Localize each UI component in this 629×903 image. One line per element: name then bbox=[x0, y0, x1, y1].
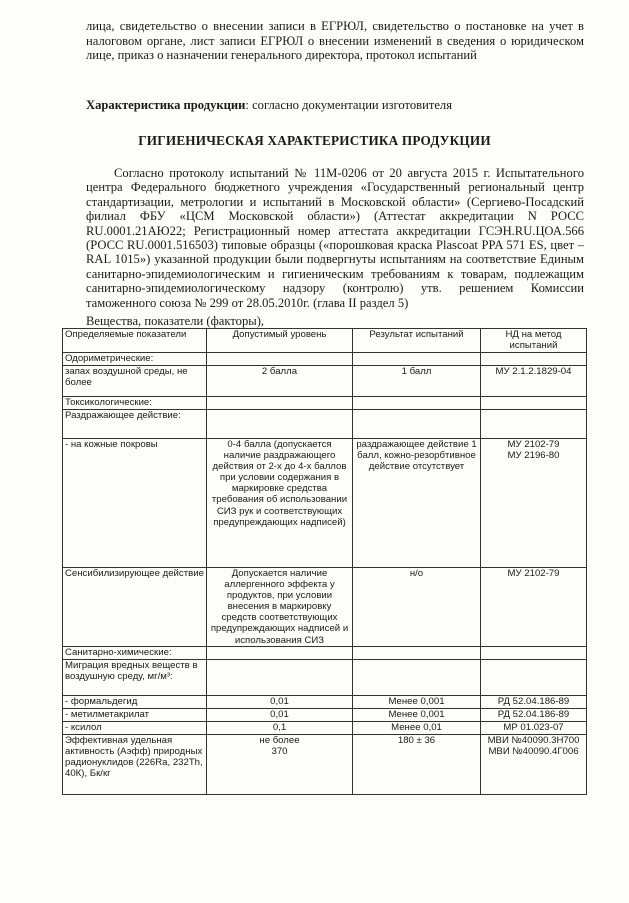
table-cell: - метилметакрилат bbox=[63, 708, 207, 721]
table-cell: 180 ± 36 bbox=[353, 734, 481, 794]
table-header-cell: Допустимый уровень bbox=[207, 329, 353, 353]
table-cell: н/о bbox=[353, 568, 481, 647]
table-cell: Менее 0,001 bbox=[353, 708, 481, 721]
table-row bbox=[63, 695, 587, 708]
table-row bbox=[63, 646, 587, 659]
table-cell: 0,1 bbox=[207, 721, 353, 734]
intro-paragraph: лица, свидетельство о внесении записи в ЕГРЮЛ, свидетельство о постановке на учет в налоговом органе, лист записи ЕГРЮЛ о внесении изменений в сведения о юридическом лице, приказ о назначении генерального директора, протокол испытаний bbox=[86, 19, 584, 63]
table-cell: - на кожные покровы bbox=[63, 439, 207, 568]
table-cell bbox=[481, 410, 587, 439]
table-header-cell: Определяемые показатели bbox=[63, 329, 207, 353]
table-cell: Токсикологические: bbox=[63, 397, 207, 410]
table-cell: запах воздушной среды, не более bbox=[63, 366, 207, 397]
table-cell bbox=[207, 646, 353, 659]
table-row bbox=[63, 659, 587, 695]
characteristics-value: : согласно документации изготовителя bbox=[245, 98, 453, 112]
table-cell: МР 01.023-07 bbox=[481, 721, 587, 734]
table-cell: МУ 2.1.2.1829-04 bbox=[481, 366, 587, 397]
table-cell: Допускается наличие аллергенного эффекта у продуктов, при условии внесения в маркировку средств соответствующих предупреждающих надписей и использования СИЗ bbox=[207, 568, 353, 647]
table-cell: РД 52.04.186-89 bbox=[481, 708, 587, 721]
hygienic-table bbox=[62, 328, 587, 795]
table-row bbox=[63, 568, 587, 647]
table-cell bbox=[481, 397, 587, 410]
table-cell: МВИ №40090.3Н700 МВИ №40090.4Г006 bbox=[481, 734, 587, 794]
table-cell bbox=[481, 659, 587, 695]
characteristics-label: Характеристика продукции bbox=[86, 98, 246, 112]
table-cell: 0,01 bbox=[207, 695, 353, 708]
section-heading: ГИГИЕНИЧЕСКАЯ ХАРАКТЕРИСТИКА ПРОДУКЦИИ bbox=[138, 133, 491, 148]
table-header-row bbox=[63, 329, 587, 353]
table-row bbox=[63, 366, 587, 397]
table-row bbox=[63, 439, 587, 568]
table-cell: 0,01 bbox=[207, 708, 353, 721]
table-row bbox=[63, 353, 587, 366]
table-cell bbox=[207, 659, 353, 695]
table-cell bbox=[207, 410, 353, 439]
table-cell bbox=[353, 659, 481, 695]
table-row bbox=[63, 734, 587, 794]
table-row bbox=[63, 708, 587, 721]
table-cell: МУ 2102-79 МУ 2196-80 bbox=[481, 439, 587, 568]
protocol-paragraph: Согласно протоколу испытаний № 11М-0206 от 20 августа 2015 г. Испытательного центра Федерального бюджетного учреждения «Государственный региональный центр стандартизации, метрологии и испытаний в Московской области» (Сергиево-Посадский филиал ФБУ «ЦСМ Московской области») (Аттестат аккредитации N РОСС RU.0001.21АЮ22; Регистрационный номер аттестата аккредитации ГСЭН.RU.ЦОА.566 (РОСС RU.0001.516503) типовые образцы («порошковая краска Plascoat PPA 571 ES, цвет – RAL 1015») указанной продукции были подвергнуты испытаниям на соответствие Единым санитарно-эпидемиологическим и гигиеническим требованиям к товарам, подлежащим санитарно-эпидемиологическому надзору (контролю) утв. решением Комиссии таможенного союза № 299 от 28.05.2010г. (глава II раздел 5) bbox=[86, 166, 584, 310]
substances-label: Вещества, показатели (факторы), bbox=[86, 314, 265, 328]
table-cell: Менее 0,01 bbox=[353, 721, 481, 734]
table-cell bbox=[207, 397, 353, 410]
table-cell: не более 370 bbox=[207, 734, 353, 794]
table-header-cell: НД на метод испытаний bbox=[481, 329, 587, 353]
table-row bbox=[63, 721, 587, 734]
table-cell bbox=[207, 353, 353, 366]
table-row bbox=[63, 410, 587, 439]
table-cell bbox=[481, 646, 587, 659]
table-cell: РД 52.04.186-89 bbox=[481, 695, 587, 708]
table-cell: Эффективная удельная активность (Аэфф) природных радионуклидов (226Ra, 232Th, 40К), Бк/кг bbox=[63, 734, 207, 794]
table-cell bbox=[353, 353, 481, 366]
table-cell: МУ 2102-79 bbox=[481, 568, 587, 647]
table-cell: Менее 0,001 bbox=[353, 695, 481, 708]
table-cell: раздражающее действие 1 балл, кожно-резорбтивное действие отсутствует bbox=[353, 439, 481, 568]
table-cell bbox=[353, 410, 481, 439]
table-cell bbox=[481, 353, 587, 366]
table-cell: 0-4 балла (допускается наличие раздражающего действия от 2-х до 4-х баллов при условии содержания в маркировке средства требования об использовании СИЗ рук и соответствующих предупреждающих надписей) bbox=[207, 439, 353, 568]
table-row bbox=[63, 397, 587, 410]
table-cell: 1 балл bbox=[353, 366, 481, 397]
table-cell: - формальдегид bbox=[63, 695, 207, 708]
characteristics-line bbox=[86, 98, 584, 113]
table-cell: 2 балла bbox=[207, 366, 353, 397]
table-cell: Миграция вредных веществ в воздушную среду, мг/м³: bbox=[63, 659, 207, 695]
table-cell bbox=[353, 397, 481, 410]
table-cell: - ксилол bbox=[63, 721, 207, 734]
table-cell: Сенсибилизирующее действие bbox=[63, 568, 207, 647]
table-cell bbox=[353, 646, 481, 659]
table-header-cell: Результат испытаний bbox=[353, 329, 481, 353]
table-cell: Санитарно-химические: bbox=[63, 646, 207, 659]
table-cell: Одориметрические: bbox=[63, 353, 207, 366]
table-cell: Раздражающее действие: bbox=[63, 410, 207, 439]
